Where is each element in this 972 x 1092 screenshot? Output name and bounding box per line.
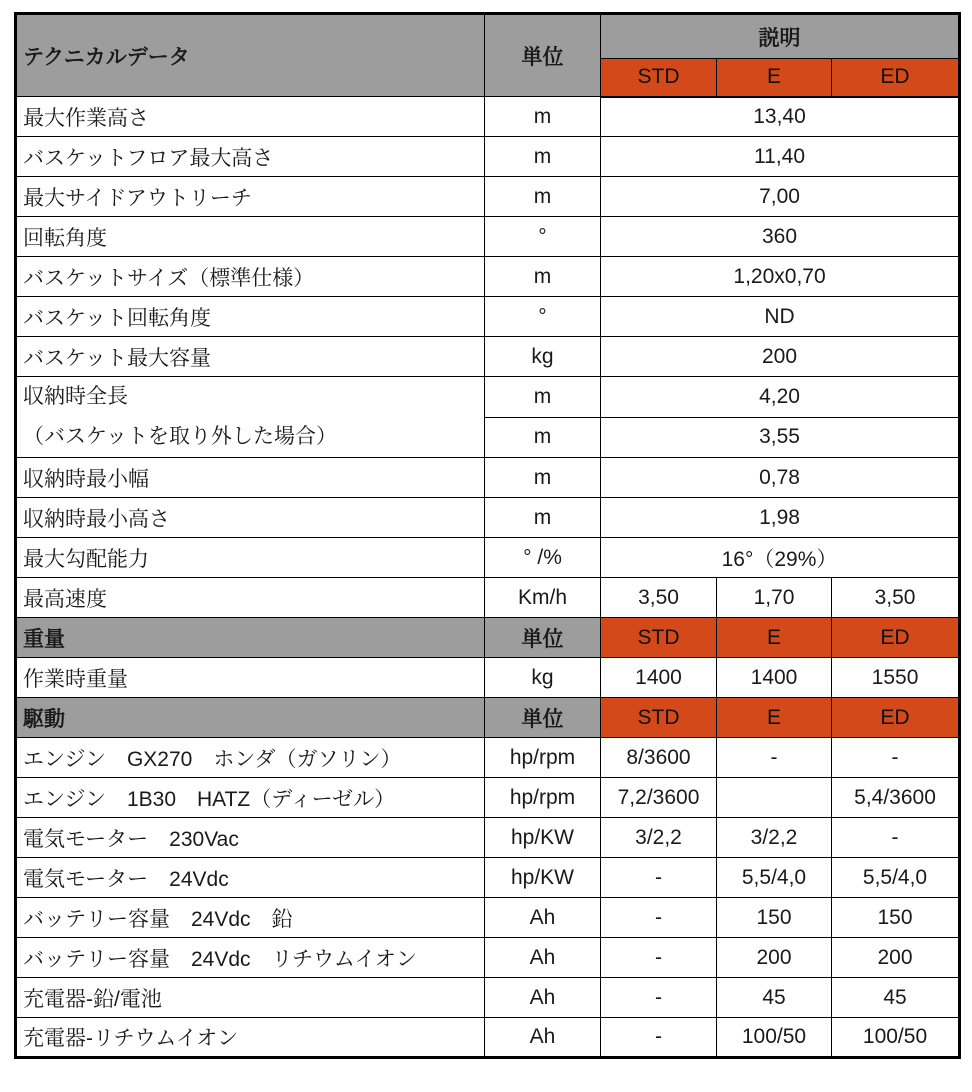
section-unit-label: 単位 — [485, 618, 601, 658]
table-row — [16, 1018, 960, 1058]
row-value-std: - — [601, 858, 717, 898]
table-body — [16, 97, 960, 1058]
row-value-std: - — [601, 898, 717, 938]
row-value-all-variants: 360 — [601, 217, 960, 257]
table-row — [16, 978, 960, 1018]
row-value-all-variants: 1,98 — [601, 498, 960, 538]
row-unit: m — [485, 137, 601, 177]
row-value-std: 3,50 — [601, 578, 717, 618]
variant-header-e: E — [717, 59, 832, 97]
section-header-row — [16, 618, 960, 658]
row-value-std: - — [601, 978, 717, 1018]
row-label: バッテリー容量 24Vdc 鉛 — [16, 898, 485, 938]
row-label-line-2: （バスケットを取り外した場合） — [23, 425, 337, 448]
row-label: 充電器-鉛/電池 — [16, 978, 485, 1018]
table-row — [16, 858, 960, 898]
row-unit: Ah — [485, 1018, 601, 1058]
row-value-all-variants: 4,20 — [601, 377, 960, 418]
row-value-ed: 1550 — [832, 658, 960, 698]
row-value-e: 200 — [717, 938, 832, 978]
variant-header-ed: ED — [832, 59, 960, 97]
row-value-std: 7,2/3600 — [601, 778, 717, 818]
row-value-ed: - — [832, 738, 960, 778]
row-label: 作業時重量 — [16, 658, 485, 698]
unit-column-header: 単位 — [485, 14, 601, 97]
section-variant-ed: ED — [832, 698, 960, 738]
table-row — [16, 498, 960, 538]
row-unit: kg — [485, 337, 601, 377]
row-label: バスケットフロア最大高さ — [16, 137, 485, 177]
table-row — [16, 297, 960, 337]
section-variant-std: STD — [601, 698, 717, 738]
row-label: 収納時最小高さ — [16, 498, 485, 538]
table-row — [16, 578, 960, 618]
section-variant-e: E — [717, 618, 832, 658]
row-value-all-variants: ND — [601, 297, 960, 337]
technical-data-table — [14, 12, 961, 1059]
row-unit: m — [485, 458, 601, 498]
row-value-ed: - — [832, 818, 960, 858]
row-unit: m — [485, 177, 601, 217]
row-value-std: 8/3600 — [601, 738, 717, 778]
row-unit: m — [485, 377, 601, 418]
section-unit-label: 単位 — [485, 698, 601, 738]
table-row — [16, 217, 960, 257]
row-value-ed: 5,4/3600 — [832, 778, 960, 818]
row-unit: ° — [485, 297, 601, 337]
table-row — [16, 257, 960, 297]
row-value-all-variants: 1,20x0,70 — [601, 257, 960, 297]
section-variant-e: E — [717, 698, 832, 738]
table-row — [16, 658, 960, 698]
row-value-std: 3/2,2 — [601, 818, 717, 858]
row-value-ed: 45 — [832, 978, 960, 1018]
row-value-e: 3/2,2 — [717, 818, 832, 858]
row-value-all-variants: 200 — [601, 337, 960, 377]
row-unit: m — [485, 417, 601, 458]
table-row — [16, 818, 960, 858]
row-unit: m — [485, 498, 601, 538]
row-value-e: 1400 — [717, 658, 832, 698]
row-value-e: - — [717, 738, 832, 778]
section-header-row — [16, 698, 960, 738]
header-row-main — [16, 14, 960, 59]
row-label-two-line — [16, 377, 485, 458]
row-label: バッテリー容量 24Vdc リチウムイオン — [16, 938, 485, 978]
section-title: 重量 — [16, 618, 485, 658]
row-unit: ° — [485, 217, 601, 257]
row-value-ed: 100/50 — [832, 1018, 960, 1058]
table-title: テクニカルデータ — [16, 14, 485, 97]
row-value-std: 1400 — [601, 658, 717, 698]
row-unit: hp/rpm — [485, 738, 601, 778]
row-unit: kg — [485, 658, 601, 698]
row-value-e: 5,5/4,0 — [717, 858, 832, 898]
row-value-ed: 150 — [832, 898, 960, 938]
table-row — [16, 97, 960, 137]
table-row — [16, 337, 960, 377]
row-value-all-variants: 16°（29%） — [601, 538, 960, 578]
row-value-all-variants: 13,40 — [601, 97, 960, 137]
row-unit: Ah — [485, 898, 601, 938]
table-row — [16, 778, 960, 818]
table-row — [16, 738, 960, 778]
section-variant-std: STD — [601, 618, 717, 658]
row-unit: Ah — [485, 938, 601, 978]
section-title: 駆動 — [16, 698, 485, 738]
row-unit: Km/h — [485, 578, 601, 618]
row-unit: hp/KW — [485, 818, 601, 858]
section-variant-ed: ED — [832, 618, 960, 658]
row-value-ed: 3,50 — [832, 578, 960, 618]
row-value-all-variants: 11,40 — [601, 137, 960, 177]
variant-header-std: STD — [601, 59, 717, 97]
row-value-e: 100/50 — [717, 1018, 832, 1058]
row-value-std: - — [601, 1018, 717, 1058]
row-value-all-variants: 0,78 — [601, 458, 960, 498]
row-unit: m — [485, 97, 601, 137]
row-unit: hp/KW — [485, 858, 601, 898]
row-unit: ° /% — [485, 538, 601, 578]
row-unit: Ah — [485, 978, 601, 1018]
row-value-e: 45 — [717, 978, 832, 1018]
row-value-e: 1,70 — [717, 578, 832, 618]
row-label: バスケット最大容量 — [16, 337, 485, 377]
row-label-line-1: 収納時全長 — [23, 385, 128, 408]
row-label: エンジン GX270 ホンダ（ガソリン） — [16, 738, 485, 778]
row-label: 充電器-リチウムイオン — [16, 1018, 485, 1058]
table-row — [16, 377, 960, 418]
table-row — [16, 458, 960, 498]
row-label: 収納時最小幅 — [16, 458, 485, 498]
row-label: バスケットサイズ（標準仕様） — [16, 257, 485, 297]
row-label: 最大サイドアウトリーチ — [16, 177, 485, 217]
table-row — [16, 538, 960, 578]
row-label: 電気モーター 230Vac — [16, 818, 485, 858]
description-column-header: 説明 — [601, 14, 960, 59]
row-label: バスケット回転角度 — [16, 297, 485, 337]
row-unit: m — [485, 257, 601, 297]
row-unit: hp/rpm — [485, 778, 601, 818]
row-value-ed: 5,5/4,0 — [832, 858, 960, 898]
table-row — [16, 137, 960, 177]
row-label: 回転角度 — [16, 217, 485, 257]
row-label: 最大作業高さ — [16, 97, 485, 137]
row-value-std: - — [601, 938, 717, 978]
row-value-ed: 200 — [832, 938, 960, 978]
row-value-all-variants: 7,00 — [601, 177, 960, 217]
table-row — [16, 938, 960, 978]
table-row — [16, 898, 960, 938]
row-label: エンジン 1B30 HATZ（ディーゼル） — [16, 778, 485, 818]
row-label: 電気モーター 24Vdc — [16, 858, 485, 898]
row-label: 最大勾配能力 — [16, 538, 485, 578]
row-value-e — [717, 778, 832, 818]
row-value-e: 150 — [717, 898, 832, 938]
row-value-all-variants: 3,55 — [601, 417, 960, 458]
row-label: 最高速度 — [16, 578, 485, 618]
table-row — [16, 177, 960, 217]
